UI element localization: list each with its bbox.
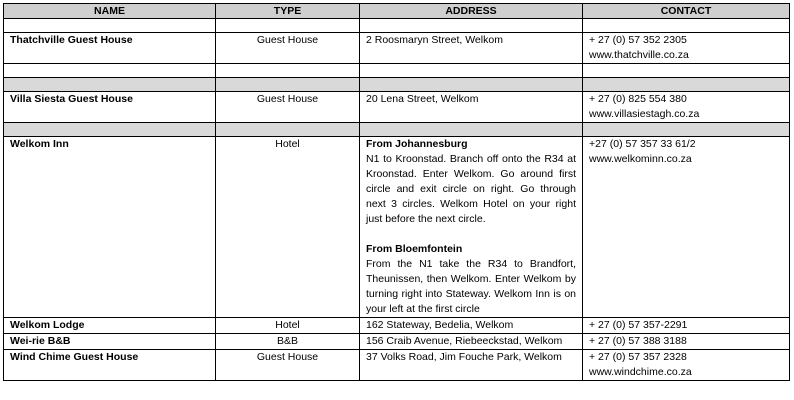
listing-contact [583,137,790,318]
listing-type: Guest House [216,350,360,381]
header-address: ADDRESS [360,4,583,19]
listing-address: 2 Roosmaryn Street, Welkom [360,33,583,64]
listing-name: Welkom Lodge [4,318,216,334]
listing-address: 37 Volks Road, Jim Fouche Park, Welkom [360,350,583,381]
header-type: TYPE [216,4,360,19]
contact-phone: + 27 (0) 57 388 3188 [589,335,687,347]
spacer-row [4,64,790,78]
listing-type: Hotel [216,137,360,318]
listing-address: 156 Craib Avenue, Riebeeckstad, Welkom [360,334,583,350]
listing-name: Villa Siesta Guest House [4,92,216,123]
spacer-row [4,123,790,137]
contact-phone: +27 (0) 57 357 33 61/2 [589,138,696,150]
header-row [4,4,790,19]
contact-website[interactable]: www.windchime.co.za [589,366,692,378]
accommodation-table [3,3,790,381]
listing-type: Guest House [216,33,360,64]
listing-type: Guest House [216,92,360,123]
listing-contact [583,92,790,123]
listing-name: Wei-rie B&B [4,334,216,350]
directions-gap [366,227,576,242]
contact-website[interactable]: www.thatchville.co.za [589,49,689,61]
contact-website[interactable]: www.welkominn.co.za [589,153,692,165]
listing-name: Thatchville Guest House [4,33,216,64]
header-contact: CONTACT [583,4,790,19]
contact-website[interactable]: www.villasiestagh.co.za [589,108,700,120]
listing-type: Hotel [216,318,360,334]
table-row [4,334,790,350]
contact-phone: + 27 (0) 57 357-2291 [589,319,688,331]
listing-name: Welkom Inn [4,137,216,318]
listing-type: B&B [216,334,360,350]
directions-text: From the N1 take the R34 to Brandfort, Theunissen, then Welkom. Enter Welkom by turning right into Stateway. Welkom Inn is on your left at the first circle [366,258,576,315]
table-row [4,350,790,381]
listing-contact [583,318,790,334]
contact-phone: + 27 (0) 825 554 380 [589,93,687,105]
listing-address: 20 Lena Street, Welkom [360,92,583,123]
listing-name: Wind Chime Guest House [4,350,216,381]
listing-address: 162 Stateway, Bedelia, Welkom [360,318,583,334]
spacer-row [4,19,790,33]
spacer-row [4,78,790,92]
directions-heading: From Johannesburg [366,138,468,150]
table-row [4,33,790,64]
listing-contact [583,334,790,350]
directions-text: N1 to Kroonstad. Branch off onto the R34 at Kroonstad. Enter Welkom. Go around first circle and exit circle on right. Go through next 3 circles. Welkom Hotel on your right just before the next circle. [366,153,576,225]
contact-phone: + 27 (0) 57 357 2328 [589,351,687,363]
listing-contact [583,33,790,64]
table-row [4,318,790,334]
listing-directions [360,137,583,318]
table-row [4,92,790,123]
listing-contact [583,350,790,381]
header-name: NAME [4,4,216,19]
directions-heading: From Bloemfontein [366,243,463,255]
contact-phone: + 27 (0) 57 352 2305 [589,34,687,46]
table-row [4,137,790,318]
